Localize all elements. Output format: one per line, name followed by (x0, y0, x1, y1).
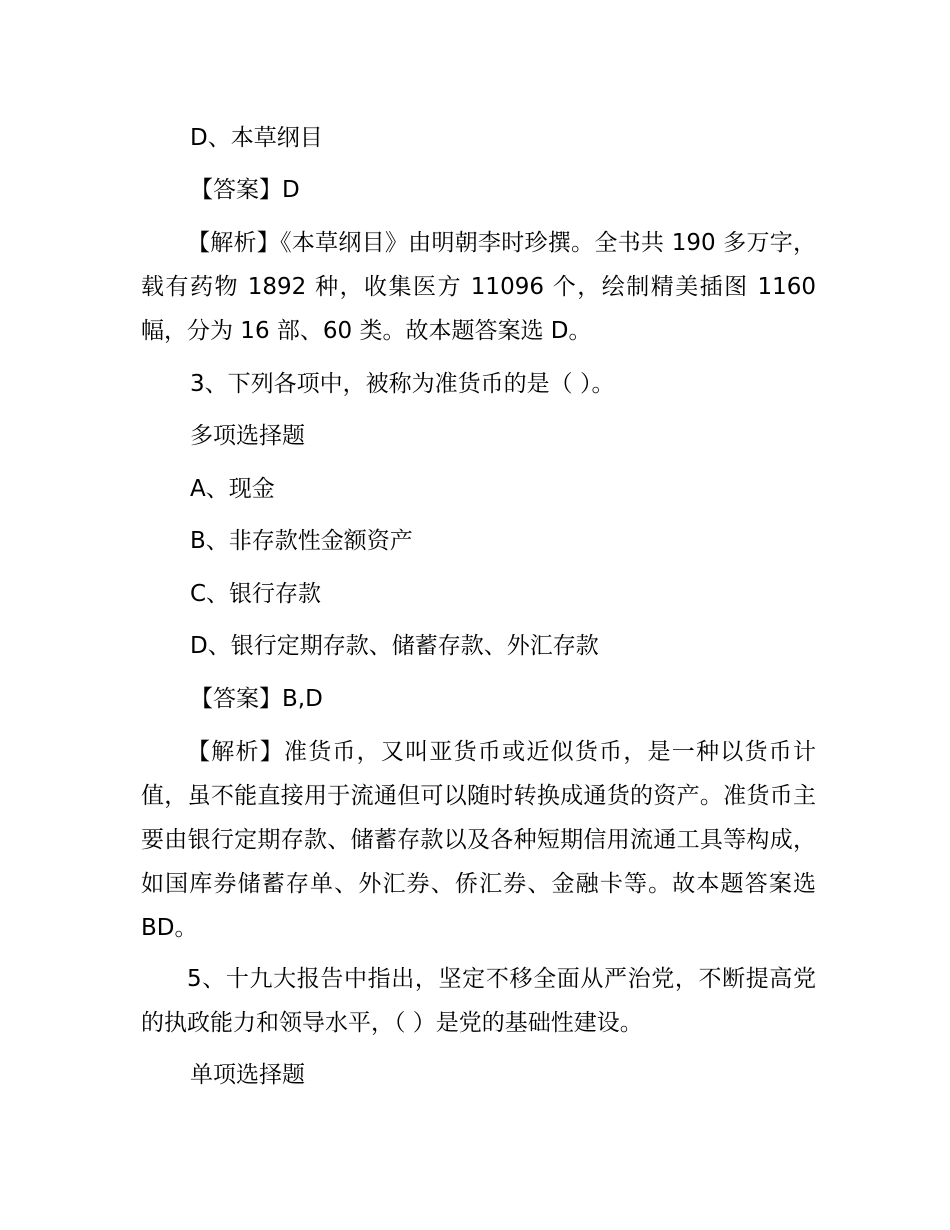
q3-option-d: D、银行定期存款、储蓄存款、外汇存款 (190, 633, 599, 659)
q5-question-type: 单项选择题 (190, 1062, 305, 1088)
q3-question-type: 多项选择题 (190, 423, 305, 449)
q3-analysis: 【解析】准货币，又叫亚货币或近似货币，是一种以货币计值，虽不能直接用于流通但可以随时转换成通货的资产。准货币主要由银行定期存款、储蓄存款以及各种短期信用流通工具等构成，如国库券储蓄存单、外汇券、侨汇券、金融卡等。故本题答案选 BD。 (141, 739, 816, 941)
q2-analysis: 【解析】《本草纲目》由明朝李时珍撰。全书共 190 多万字，载有药物 1892 种，收集医方 11096 个，绘制精美插图 1160 幅，分为 16 部、60 类。故本题答案选 D。 (141, 230, 816, 344)
q2-answer: 【答案】D (190, 177, 300, 203)
q3-option-b: B、非存款性金额资产 (190, 528, 413, 554)
q5-stem: 5、十九大报告中指出，坚定不移全面从严治党，不断提高党的执政能力和领导水平，（ ）是党的基础性建设。 (141, 966, 816, 1036)
q2-option-d: D、本草纲目 (190, 125, 323, 151)
q3-option-c: C、银行存款 (190, 581, 322, 607)
q3-answer: 【答案】B,D (190, 686, 323, 712)
q3-option-a: A、现金 (190, 476, 275, 502)
q3-stem: 3、下列各项中，被称为准货币的是（ ）。 (190, 371, 615, 397)
